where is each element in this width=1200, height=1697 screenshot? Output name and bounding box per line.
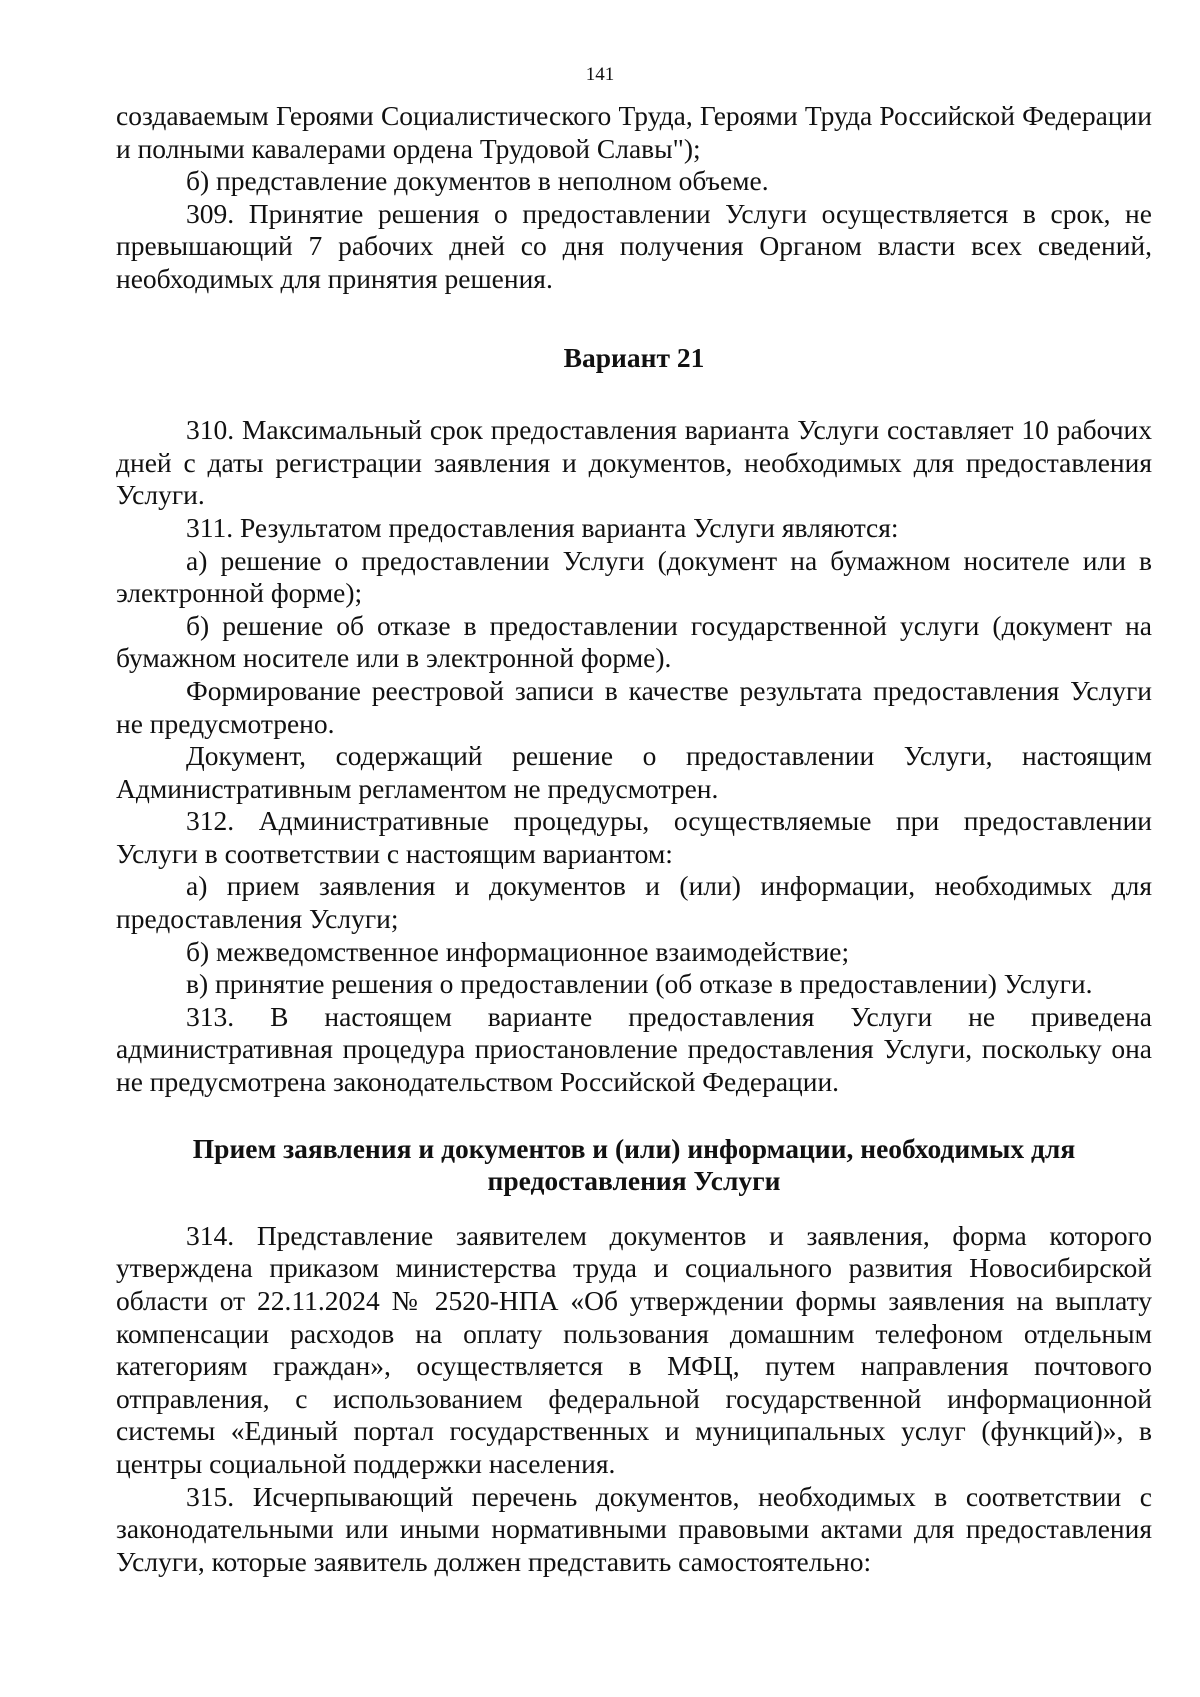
paragraph: Документ, содержащий решение о предоставлении Услуги, настоящим Административным регламентом не предусмотрен.: [116, 740, 1152, 804]
document-body: [116, 100, 1152, 1578]
page-number: 141: [585, 64, 615, 85]
paragraph: б) межведомственное информационное взаимодействие;: [186, 935, 850, 967]
paragraph: а) решение о предоставлении Услуги (документ на бумажном носителе или в электронной форме);: [116, 544, 1152, 609]
variant-heading: Вариант 21: [563, 341, 705, 373]
paragraph: 312. Административные процедуры, осуществляемые при предоставлении Услуги в соответствии с настоящим вариантом:: [116, 805, 1152, 869]
paragraph: 315. Исчерпывающий перечень документов, необходимых в соответствии с законодательными или иными нормативными правовыми актами для предоставления Услуги, которые заявитель должен представить самостоятельно:: [116, 1480, 1152, 1577]
paragraph: 309. Принятие решения о предоставлении Услуги осуществляется в срок, не превышающий 7 рабочих дней со дня получения Органом власти всех сведений, необходимых для принятия решения.: [116, 197, 1152, 294]
paragraph: 313. В настоящем варианте предоставления Услуги не приведена административная процедура приостановление предоставления Услуги, поскольку она не предусмотрена законодательством Российской Федерации.: [116, 1000, 1152, 1098]
paragraph: б) решение об отказе в предоставлении государственной услуги (документ на бумажном носителе или в электронной форме).: [116, 609, 1152, 674]
section-heading: Прием заявления и документов и (или) информации, необходимых для предоставления Услуги: [192, 1132, 1076, 1197]
paragraph: в) принятие решения о предоставлении (об отказе в предоставлении) Услуги.: [186, 968, 1093, 1000]
paragraph: б) представление документов в неполном объеме.: [186, 165, 769, 197]
paragraph: создаваемым Героями Социалистического Труда, Героями Труда Российской Федерации и полными кавалерами ордена Трудовой Славы");: [116, 100, 1152, 164]
paragraph: 314. Представление заявителем документов и заявления, форма которого утверждена приказом министерства труда и социального развития Новосибирской области от 22.11.2024 № 2520-НПА «Об утверждении формы заявления на выплату компенсации расходов на оплату пользования домашним телефоном отдельным категориям граждан», осуществляется в МФЦ, путем направления почтового отправления, с использованием федеральной государственной информационной системы «Единый портал государственных и муниципальных услуг (функций)», в центры социальной поддержки населения.: [116, 1219, 1152, 1479]
paragraph: 310. Максимальный срок предоставления варианта Услуги составляет 10 рабочих дней с даты регистрации заявления и документов, необходимых для предоставления Услуги.: [116, 414, 1152, 511]
paragraph: 311. Результатом предоставления варианта Услуги являются:: [186, 511, 899, 543]
paragraph: а) прием заявления и документов и (или) информации, необходимых для предоставления Услуги;: [116, 870, 1152, 935]
paragraph: Формирование реестровой записи в качестве результата предоставления Услуги не предусмотрено.: [116, 674, 1152, 739]
